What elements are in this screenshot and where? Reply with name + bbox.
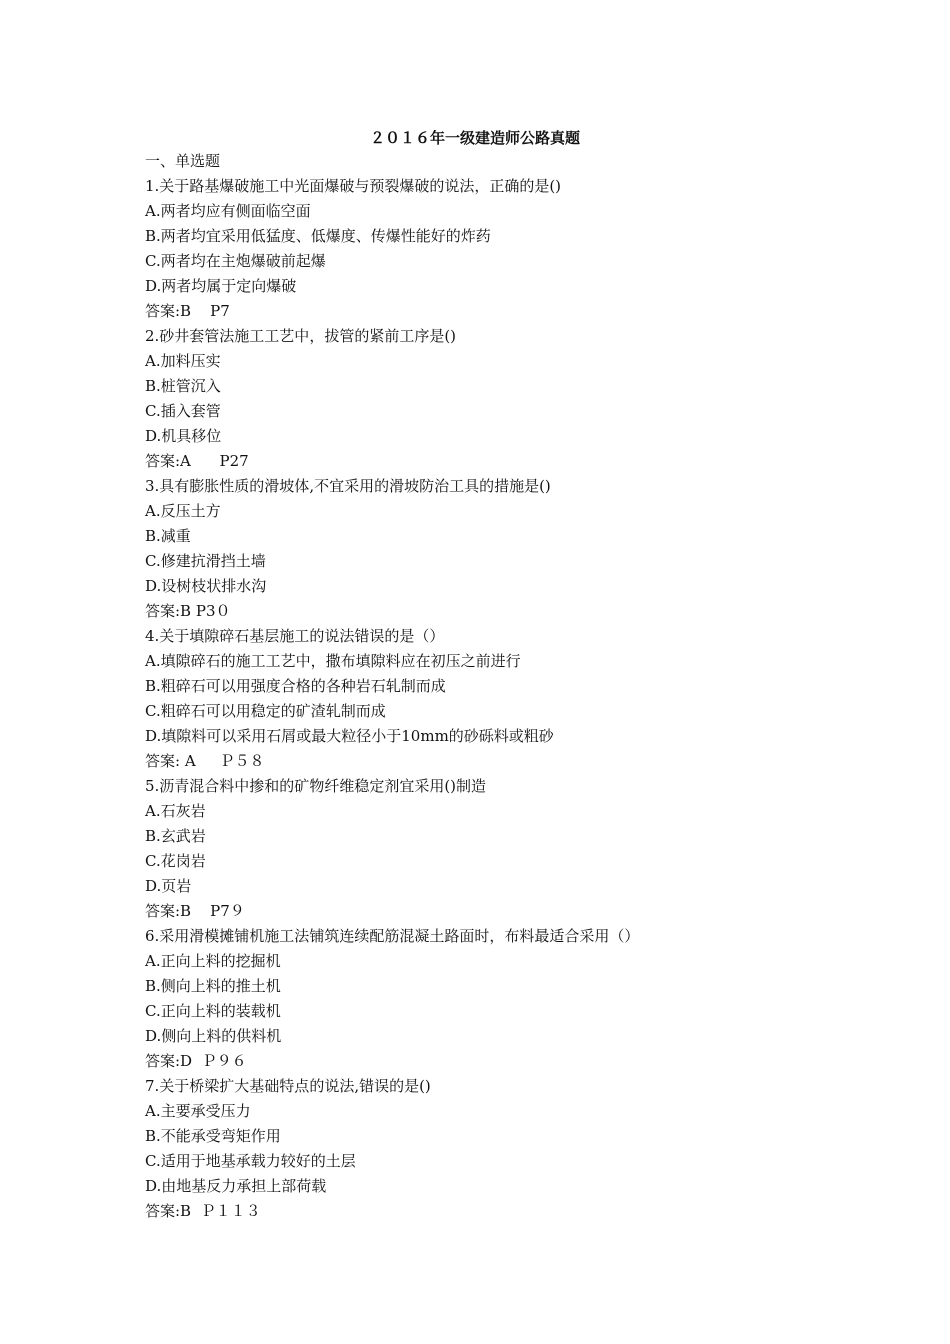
text-line: B.粗碎石可以用强度合格的各种岩石轧制而成 [145,677,446,695]
text-line: 3.具有膨胀性质的滑坡体,不宜采用的滑坡防治工具的措施是() [145,477,551,495]
text-line: A.填隙碎石的施工工艺中，撒布填隙料应在初压之前进行 [145,652,521,670]
text-line: C.两者均在主炮爆破前起爆 [145,252,326,270]
text-line: 答案: A Ｐ５８ [145,752,265,770]
text-line: B.两者均宜采用低猛度、低爆度、传爆性能好的炸药 [145,227,491,245]
text-line: B.侧向上料的推土机 [145,977,281,995]
text-line: D.填隙料可以采用石屑或最大粒径小于10mm的砂砾料或粗砂 [145,727,554,745]
text-line: A.正向上料的挖掘机 [145,952,281,970]
text-line: D.由地基反力承担上部荷载 [145,1177,327,1195]
text-line: 一、单选题 [145,152,221,170]
text-line: C.插入套管 [145,402,221,420]
text-line: B.减重 [145,527,191,545]
text-line: 答案:B P7９ [145,902,245,920]
text-line: A.反压土方 [145,502,221,520]
text-line: 2.砂井套管法施工工艺中，拔管的紧前工序是() [145,327,457,345]
text-line: 7.关于桥梁扩大基础特点的说法,错误的是() [145,1077,431,1095]
document-body [145,149,865,1224]
text-line: D.设树枝状排水沟 [145,577,267,595]
text-line: C.修建抗滑挡土墙 [145,552,266,570]
text-line: B.桩管沉入 [145,377,221,395]
text-line: 6.采用滑模摊铺机施工法铺筑连续配筋混凝土路面时，布料最适合采用（） [145,927,640,945]
text-line: A.加料压实 [145,352,221,370]
text-line: 4.关于填隙碎石基层施工的说法错误的是（） [145,627,445,645]
text-line: 答案:B P7 [145,302,230,320]
text-line: C.花岗岩 [145,852,206,870]
text-line: D.侧向上料的供料机 [145,1027,282,1045]
text-line: D.两者均属于定向爆破 [145,277,297,295]
document-title: ２０１６年一级建造师公路真题 [369,129,580,147]
text-line: 答案:A P27 [145,452,249,470]
text-line: 答案:D Ｐ９６ [145,1052,247,1070]
text-line: C.正向上料的装载机 [145,1002,281,1020]
text-line: A.主要承受压力 [145,1102,251,1120]
text-line: 1.关于路基爆破施工中光面爆破与预裂爆破的说法，正确的是() [145,177,562,195]
text-line: A.石灰岩 [145,802,206,820]
text-line: C.粗碎石可以用稳定的矿渣轧制而成 [145,702,386,720]
text-line: 5.沥青混合料中掺和的矿物纤维稳定剂宜采用()制造 [145,777,487,795]
text-line: C.适用于地基承载力较好的土层 [145,1152,356,1170]
text-line: 答案:B Ｐ１１３ [145,1202,261,1220]
text-line: A.两者均应有侧面临空面 [145,202,311,220]
text-line: D.页岩 [145,877,192,895]
text-line: D.机具移位 [145,427,222,445]
text-line: B.玄武岩 [145,827,206,845]
text-line: B.不能承受弯矩作用 [145,1127,281,1145]
text-line: 答案:B P3０ [145,602,231,620]
